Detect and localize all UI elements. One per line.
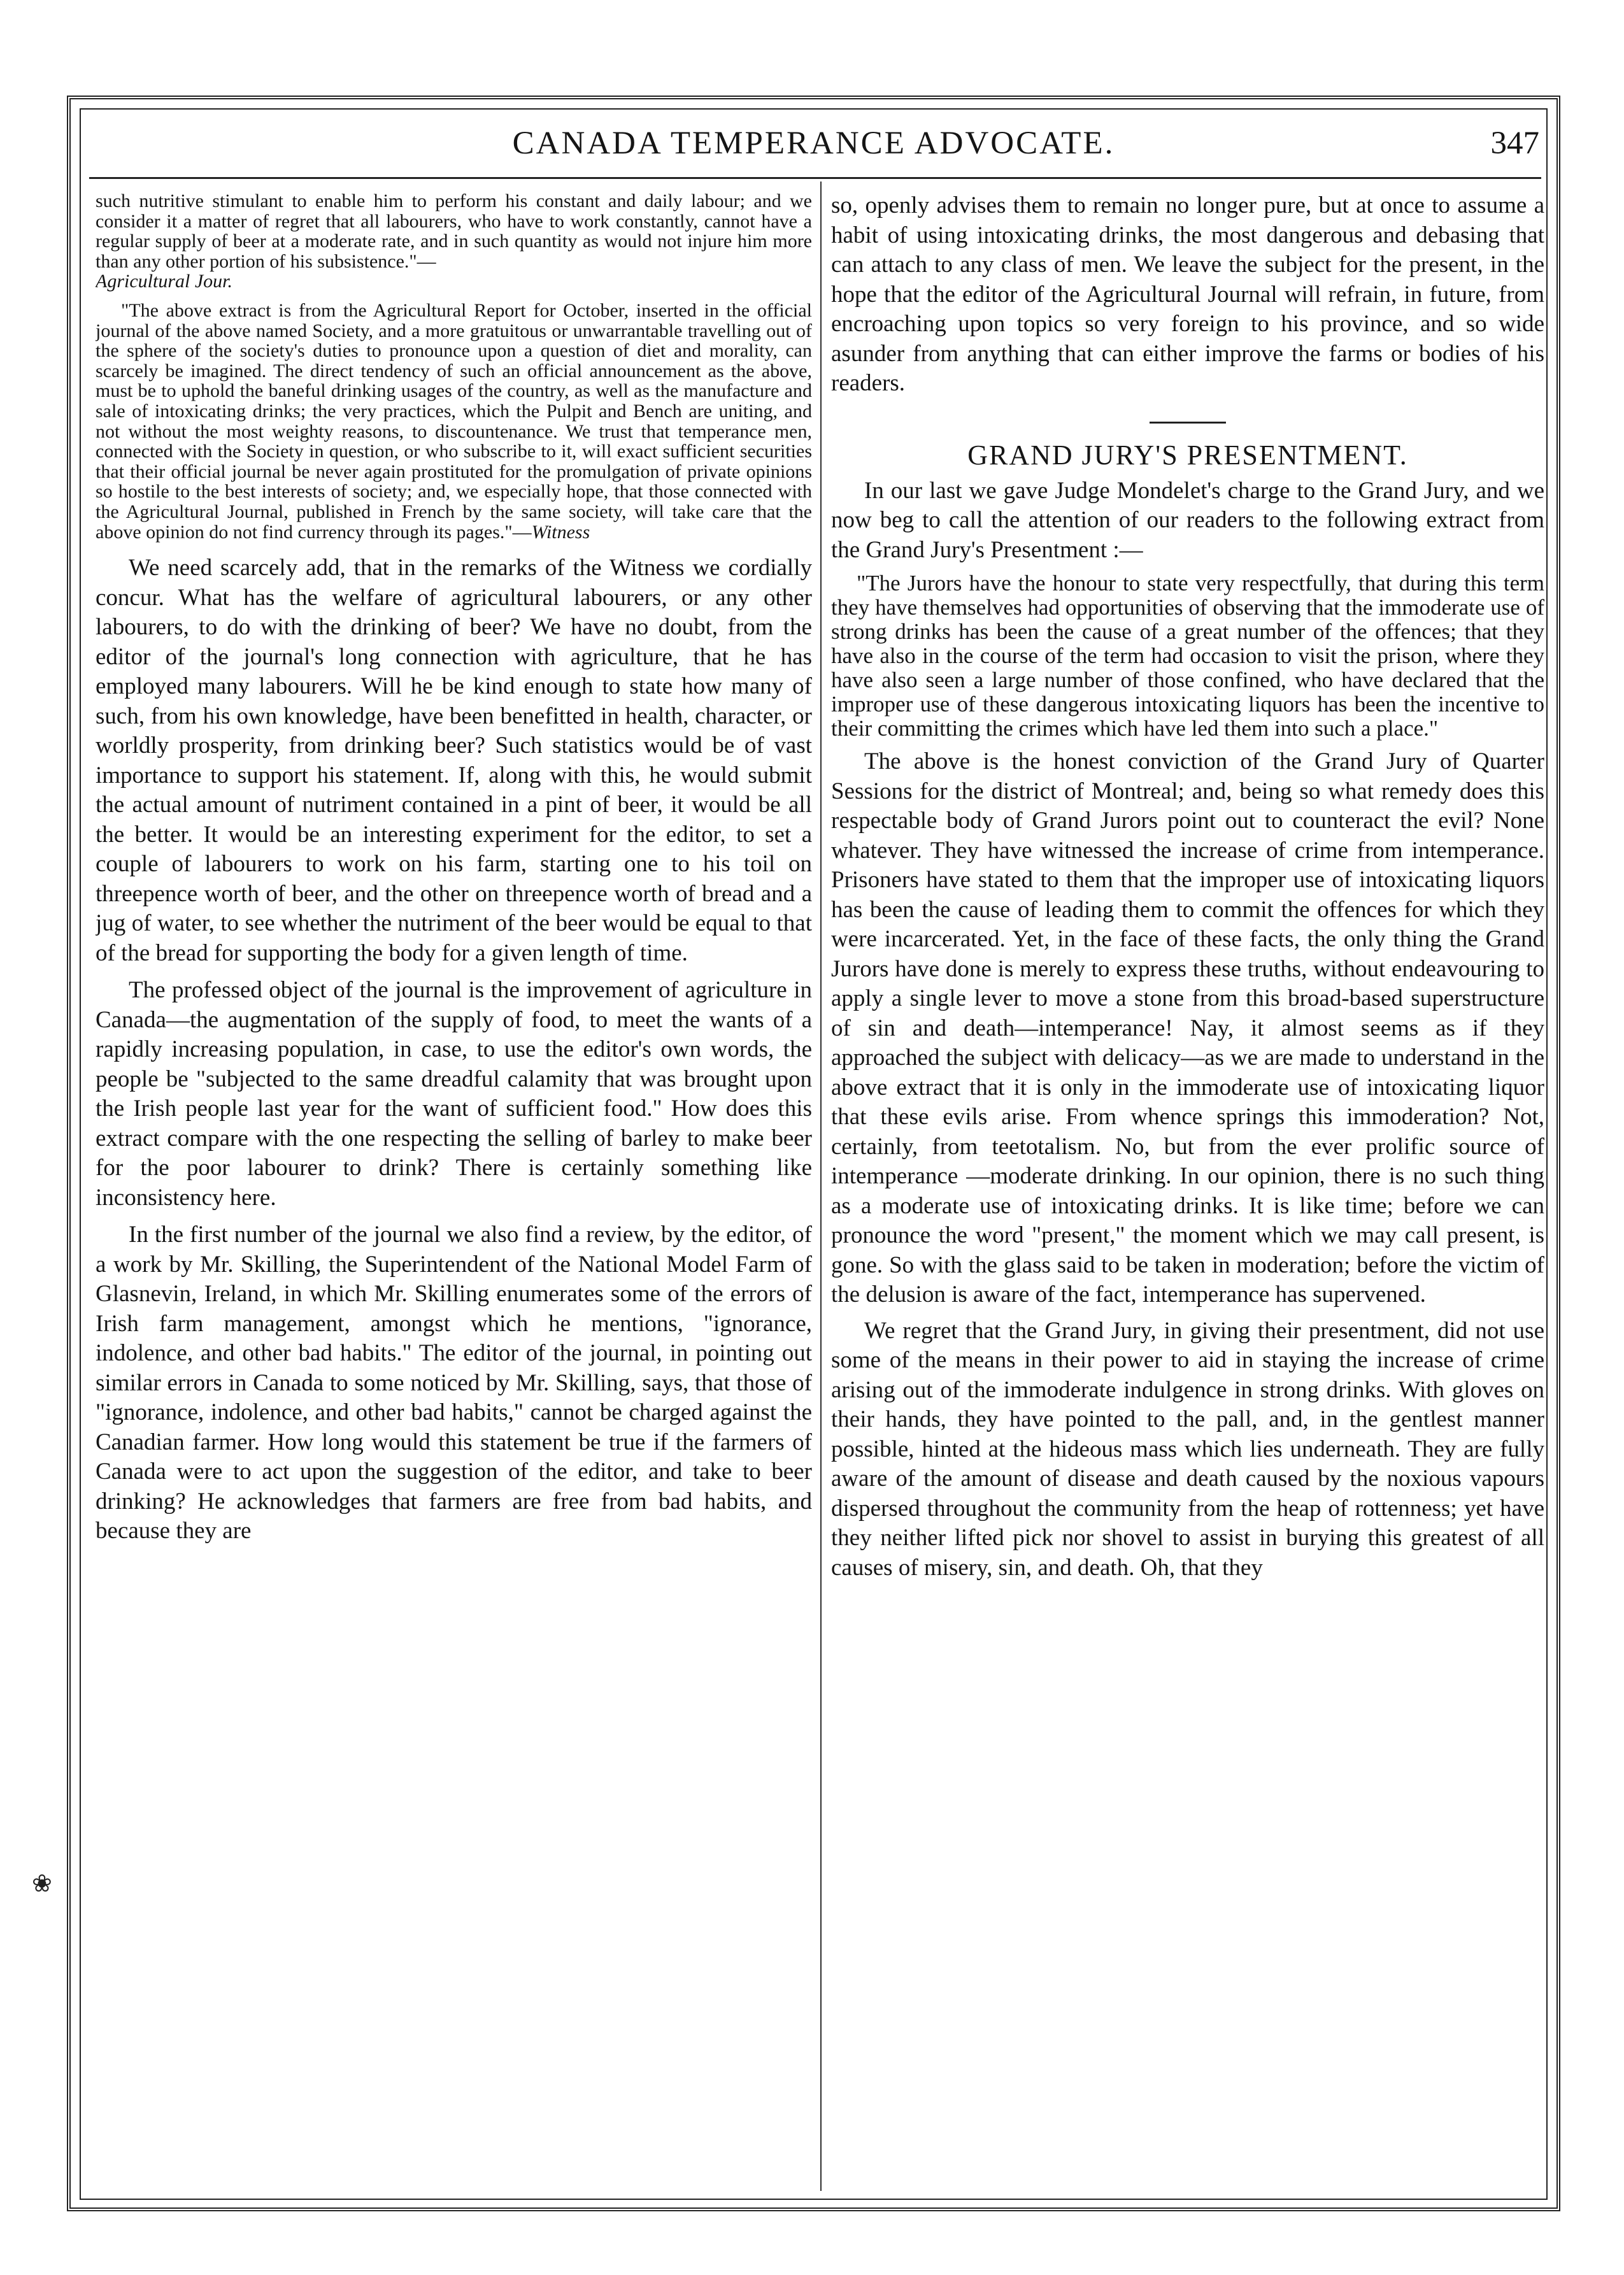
right-body (831, 747, 1544, 1583)
grand-jury-intro (831, 476, 1544, 566)
paragraph: We need scarcely add, that in the remarks of the Witness we cordially concur. What has the welfare of agricultural labourers, or any other labourers, to do with the drinking of beer? We have no doubt, from the editor of the journal's long connection with agriculture, that he has employed many labourers. Will he be kind enough to state how many of such, from his own knowledge, have been benefitted in health, character, or worldly prosperity, from drinking beer? Such statistics would be of vast importance to support his statement. If, along with this, he would submit the actual amount of nutriment contained in a pint of beer, it would be all the better. It would be an interesting experiment for the editor, to set a couple of labourers to work on his farm, starting one to his toil on threepence worth of beer, and the other on threepence worth of bread and a jug of water, to see whether the nutriment of the beer would be equal to that of the bread for supporting the body for a given length of time. (96, 555, 812, 966)
witness-quote: "The above extract is from the Agricultural Report for October, inserted in the official journal of the above named Society, and a more gratuitous or unwarrantable travelling out of the sphere of the society's duties to pronounce upon a question of diet and morality, can scarcely be imagined. The direct tendency of such an official announcement as the above, must be to uphold the baneful drinking usages of the country, as well as the manufacture and sale of intoxicating drinks; the very practices, which the Pulpit and Bench are uniting, and not without the most weighty reasons, to discountenance. We trust that temperance men, connected with the Society in question, or who subscribe to it, will exact sufficient securities that their official journal be never again prostituted for the promulgation of private opinions so hostile to the best interests of society; and, we especially hope, that those connected with the Agricultural Journal, published in French by the same society, will take care that the above opinion do not find currency through its pages."—Witness (96, 299, 812, 543)
section-heading: GRAND JURY'S PRESENTMENT. (967, 439, 1408, 471)
paragraph: In the first number of the journal we also find a review, by the editor, of a work by Mr. Skilling, the Superintendent of the National Model Farm of Glasnevin, Ireland, in which Mr. Skilling enumerates some of the errors of Irish farm management, amongst which he mentions, "ignorance, indolence, and other bad habits." The editor of the journal, in pointing out similar errors in Canada to some noticed by Mr. Skilling, says, that those of "ignorance, indolence, and other bad habits," cannot be charged against the Canadian farmer. How long would this statement be true if the farmers of Canada were to act upon the suggestion of the editor, and take to beer drinking? He acknowledges that farmers are free from bad habits, and because they are (96, 1222, 812, 1544)
right-continuation (831, 191, 1544, 399)
section-rule (1150, 422, 1226, 424)
running-title: CANADA TEMPERANCE ADVOCATE. (512, 125, 1115, 161)
paragraph: We regret that the Grand Jury, in giving their presentment, did not use some of the means in their power to aid in staying the increase of crime arising out of the immoderate indulgence in strong drinks. With gloves on their hands, they have pointed to the pall, and, in the gentlest manner possible, hinted at the hideous mass which lies underneath. They are fully aware of the amount of disease and death caused by the noxious vapours dispersed throughout the community from the heap of rottenness; yet have they neither lifted pick nor shovel to assist in burying this greatest of all causes of misery, sin, and death. Oh, that they (831, 1317, 1544, 1581)
quote-text: "The Jurors have the honour to state very respectfully, that during this term they have themselves had opportunities of observing that the immoderate use of strong drinks has been the cause of a great number of the offences; that they have also in the course of the term had occasion to visit the prison, where they have also seen a large number of those confined, who have declared that the improper use of these dangerous intoxicating liquors has been the incentive to their committing the crimes which have led them into such a place." (831, 571, 1544, 741)
left-body (96, 553, 812, 1546)
paragraph: The professed object of the journal is the improvement of agriculture in Canada—the augmentation of the supply of food, to meet the wants of a rapidly increasing population, in case, to use the editor's own words, the people be "subjected to the same dreadful calamity that was brought upon the Irish people last year for the want of sufficient food." How does this extract compare with the one respecting the selling of barley to make beer for the poor labourer to drink? There is certainly something like inconsistency here. (96, 977, 812, 1211)
right-column (831, 191, 1544, 2197)
margin-mark-icon: ❀ (32, 1871, 52, 1897)
extract-source: Agricultural Jour. (96, 271, 232, 292)
page-number: 347 (1490, 125, 1539, 161)
witness-source: Witness (531, 521, 590, 543)
paragraph: so, openly advises them to remain no longer pure, but at once to assume a habit of using intoxicating drinks, the most dangerous and debasing that can attach to any class of men. We leave the subject for the present, in the hope that the editor of the Agricultural Journal will refrain, in future, from encroaching upon topics so very foreign to his province, and so wide asunder from anything that can either improve the farms or bodies of his readers. (831, 192, 1544, 396)
agricultural-journal-extract (96, 191, 812, 542)
grand-jury-quote (831, 571, 1544, 741)
paragraph: In our last we gave Judge Mondelet's charge to the Grand Jury, and we now beg to call the attention of our readers to the following extract from the Grand Jury's Presentment :— (831, 477, 1544, 563)
column-divider (820, 182, 822, 2191)
header-rule (89, 177, 1541, 179)
page-header (83, 121, 1544, 172)
paragraph: The above is the honest conviction of the Grand Jury of Quarter Sessions for the district of Montreal; and, being so what remedy does this respectable body of Grand Jurors point out to counteract the evil? None whatever. They have witnessed the increase of crime from intemperance. Prisoners have stated to them that the improper use of intoxicating liquors has been the cause of leading them to commit the offences for which they were incarcerated. Yet, in the face of these facts, the only thing the Grand Jurors have done is merely to express these truths, without endeavouring to apply a single lever to move a stone from this broad-based superstructure of sin and death—intemperance! Nay, it almost seems as if they approached the subject with delicacy—as we are made to understand in the above extract that it is only in the immoderate use of intoxicating liquor that these evils arise. From whence springs this immoderation? Not, certainly, from teetotalism. No, but from the ever prolific source of intemperance —moderate drinking. In our opinion, there is no such thing as a moderate use of intoxicating drinks. It is like time; before we can pronounce the word "present," the moment which we may call present, is gone. So with the glass said to be taken in moderation; before the victim of the delusion is aware of the fact, intemperance has supervened. (831, 748, 1544, 1308)
left-column (96, 191, 812, 2197)
extract-text: such nutritive stimulant to enable him to perform his constant and daily labour; and we consider it a matter of regret that all labourers, who have to work constantly, cannot have a regular supply of beer at a moderate rate, and in such quantity as would not injure him more than any other portion of his subsistence."— Agricultural Jour. (96, 191, 812, 292)
